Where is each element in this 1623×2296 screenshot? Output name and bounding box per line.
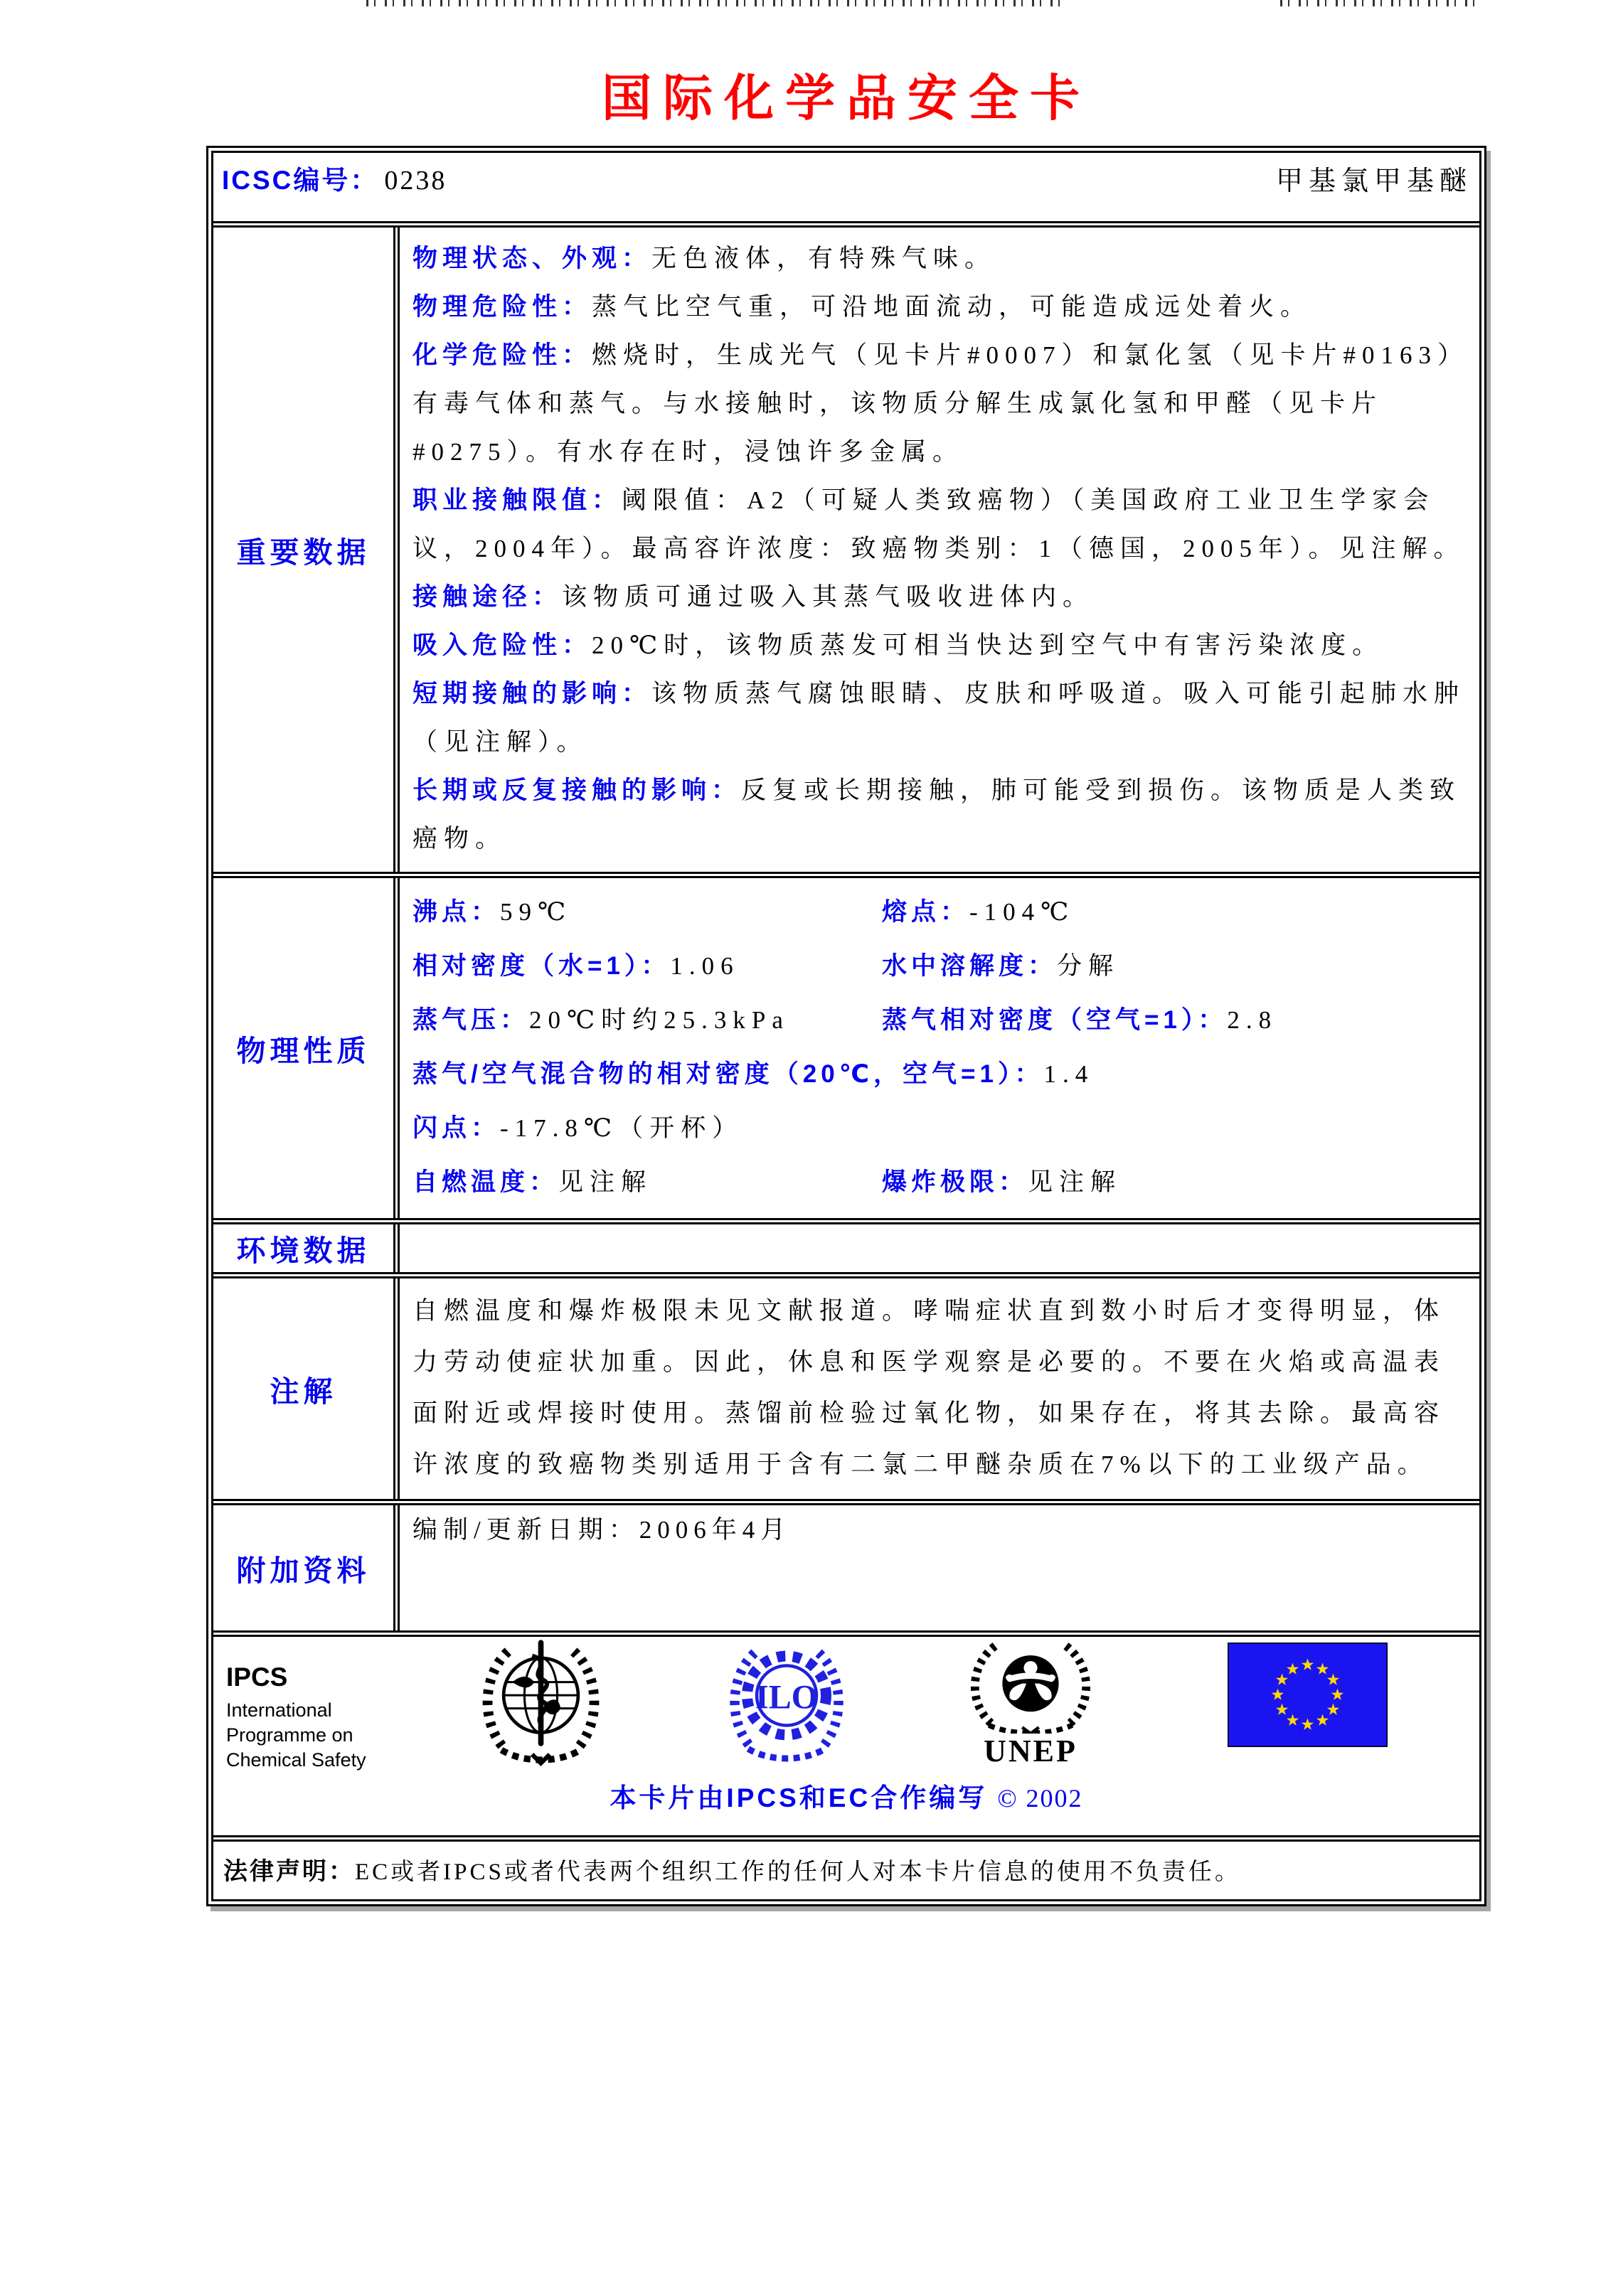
physical-properties-content	[400, 878, 1479, 1218]
field-label: 长期或反复接触的影响：	[413, 776, 742, 804]
property-value: -104℃	[969, 898, 1075, 926]
property-value: 2.8	[1227, 1006, 1278, 1034]
logo-strip	[213, 1637, 1479, 1773]
data-item	[413, 670, 1468, 767]
important-data-row	[213, 221, 1479, 872]
clipped-text-remnant	[1280, 0, 1479, 6]
data-item	[413, 476, 1468, 573]
safety-card-table	[206, 146, 1486, 1906]
field-value: 阈限值：A2（可疑人类致癌物）（美国政府工业卫生学家会议，2004年）。最高容许浓度：致癌物类别：1（德国，2005年）。见注解。	[413, 486, 1465, 562]
property-line	[413, 993, 1468, 1047]
property-label: 相对密度（水=1）：	[413, 952, 671, 980]
icsc-number-group	[222, 159, 447, 198]
property-label: 水中溶解度：	[882, 952, 1058, 980]
field-value: 无色液体，有特殊气味。	[651, 245, 996, 272]
data-item	[413, 573, 1468, 621]
field-label: 物理状态、外观：	[413, 245, 652, 272]
field-label: 物理危险性：	[413, 293, 592, 321]
physical-properties-row	[213, 872, 1479, 1218]
legal-label: 法律声明：	[223, 1858, 355, 1885]
ipcs-line: International	[226, 1699, 332, 1721]
cooperation-caption	[213, 1776, 1479, 1815]
data-item	[413, 235, 1468, 283]
property-value: -17.8℃（开杯）	[500, 1114, 744, 1142]
data-item	[413, 331, 1468, 476]
field-label: 短期接触的影响：	[413, 680, 652, 708]
ipcs-abbr: IPCS	[226, 1662, 288, 1692]
property-value: 分解	[1057, 952, 1120, 980]
field-value: 蒸气比空气重，可沿地面流动，可能造成远处着火。	[592, 293, 1312, 321]
property-label: 沸点：	[413, 898, 501, 926]
property-line	[413, 885, 1468, 939]
cooperation-caption-text: 本卡片由IPCS和EC合作编写	[610, 1783, 988, 1812]
additional-info-content: 编制/更新日期：2006年4月	[413, 1516, 792, 1544]
unep-wordmark: UNEP	[984, 1734, 1077, 1768]
important-data-content	[400, 228, 1479, 872]
field-label: 接触途径：	[413, 583, 563, 611]
data-item	[413, 767, 1468, 863]
field-value: 该物质蒸气腐蚀眼睛、皮肤和呼吸道。吸入可能引起肺水肿（见注解）。	[413, 680, 1466, 756]
ipcs-line: Chemical Safety	[226, 1749, 366, 1771]
ilo-monogram: ILO	[755, 1678, 819, 1716]
field-label: 吸入危险性：	[413, 631, 592, 659]
property-label: 蒸气压：	[413, 1006, 530, 1034]
eu-flag-icon	[1228, 1643, 1388, 1751]
section-label-additional-info: 附加资料	[213, 1505, 400, 1630]
property-value: 20℃时约25.3kPa	[529, 1006, 789, 1034]
section-label-notes: 注解	[213, 1278, 400, 1499]
field-label: 职业接触限值：	[413, 486, 622, 514]
property-value: 1.06	[670, 952, 740, 980]
property-label: 蒸气相对密度（空气=1）：	[882, 1006, 1228, 1034]
section-label-environmental-data: 环境数据	[213, 1224, 400, 1272]
field-value: 该物质可通过吸入其蒸气吸收进体内。	[562, 583, 1095, 611]
property-value: 1.4	[1043, 1060, 1095, 1088]
property-label: 爆炸极限：	[882, 1168, 1028, 1196]
field-value: 反复或长期接触，肺可能受到损伤。该物质是人类致癌物。	[413, 776, 1462, 853]
environmental-data-content	[400, 1224, 1479, 1272]
who-emblem-icon	[475, 1638, 607, 1776]
logos-row	[213, 1630, 1479, 1835]
property-line	[413, 1155, 1468, 1210]
additional-info-row	[213, 1499, 1479, 1630]
header-cell	[213, 153, 1479, 198]
legal-row	[213, 1835, 1479, 1899]
page-title: 国际化学品安全卡	[602, 70, 1091, 126]
copyright-text: © 2002	[997, 1784, 1083, 1812]
property-label: 自燃温度：	[413, 1168, 559, 1196]
property-label: 闪点：	[413, 1114, 501, 1142]
chemical-name: 甲基氯甲基醚	[1275, 166, 1472, 196]
property-value: 见注解	[558, 1168, 653, 1196]
clipped-text-remnant	[366, 0, 1063, 6]
section-label-physical-properties: 物理性质	[213, 878, 400, 1218]
data-item	[413, 621, 1468, 670]
property-line	[413, 1047, 1468, 1101]
property-label: 蒸气/空气混合物的相对密度（20℃，空气=1）：	[413, 1060, 1044, 1088]
notes-content: 自燃温度和爆炸极限未见文献报道。哮喘症状直到数小时后才变得明显，体力劳动使症状加重。因此，休息和医学观察是必要的。不要在火焰或高温表面附近或焊接时使用。蒸馏前检验过氧化物，如果存在，将其去除。最高容许浓度的致癌物类别适用于含有二氯二甲醚杂质在7%以下的工业级产品。	[413, 1297, 1446, 1478]
property-value: 见注解	[1028, 1168, 1122, 1196]
ipcs-text-block	[226, 1662, 366, 1773]
property-label: 熔点：	[882, 898, 970, 926]
field-value: 20℃时，该物质蒸发可相当快达到空气中有害污染浓度。	[592, 631, 1384, 659]
property-line	[413, 939, 1468, 993]
header-row	[213, 153, 1479, 221]
ilo-logo-icon	[723, 1638, 851, 1776]
icsc-number-value: 0238	[384, 166, 447, 196]
icsc-number-label: ICSC编号：	[222, 166, 379, 195]
legal-text: EC或者IPCS或者代表两个组织工作的任何人对本卡片信息的使用不负责任。	[355, 1859, 1241, 1885]
field-label: 化学危险性：	[413, 341, 592, 369]
section-label-important-data: 重要数据	[213, 228, 400, 872]
environmental-data-row	[213, 1218, 1479, 1272]
ipcs-line: Programme on	[226, 1724, 353, 1746]
notes-row	[213, 1272, 1479, 1499]
property-value: 59℃	[500, 898, 573, 926]
unep-logo-icon	[957, 1640, 1104, 1769]
data-item	[413, 283, 1468, 331]
property-line	[413, 1101, 1468, 1155]
field-value: 燃烧时，生成光气（见卡片#0007）和氯化氢（见卡片#0163）有毒气体和蒸气。与水接触时，该物质分解生成氯化氢和甲醛（见卡片#0275）。有水存在时，浸蚀许多金属。	[413, 341, 1457, 466]
